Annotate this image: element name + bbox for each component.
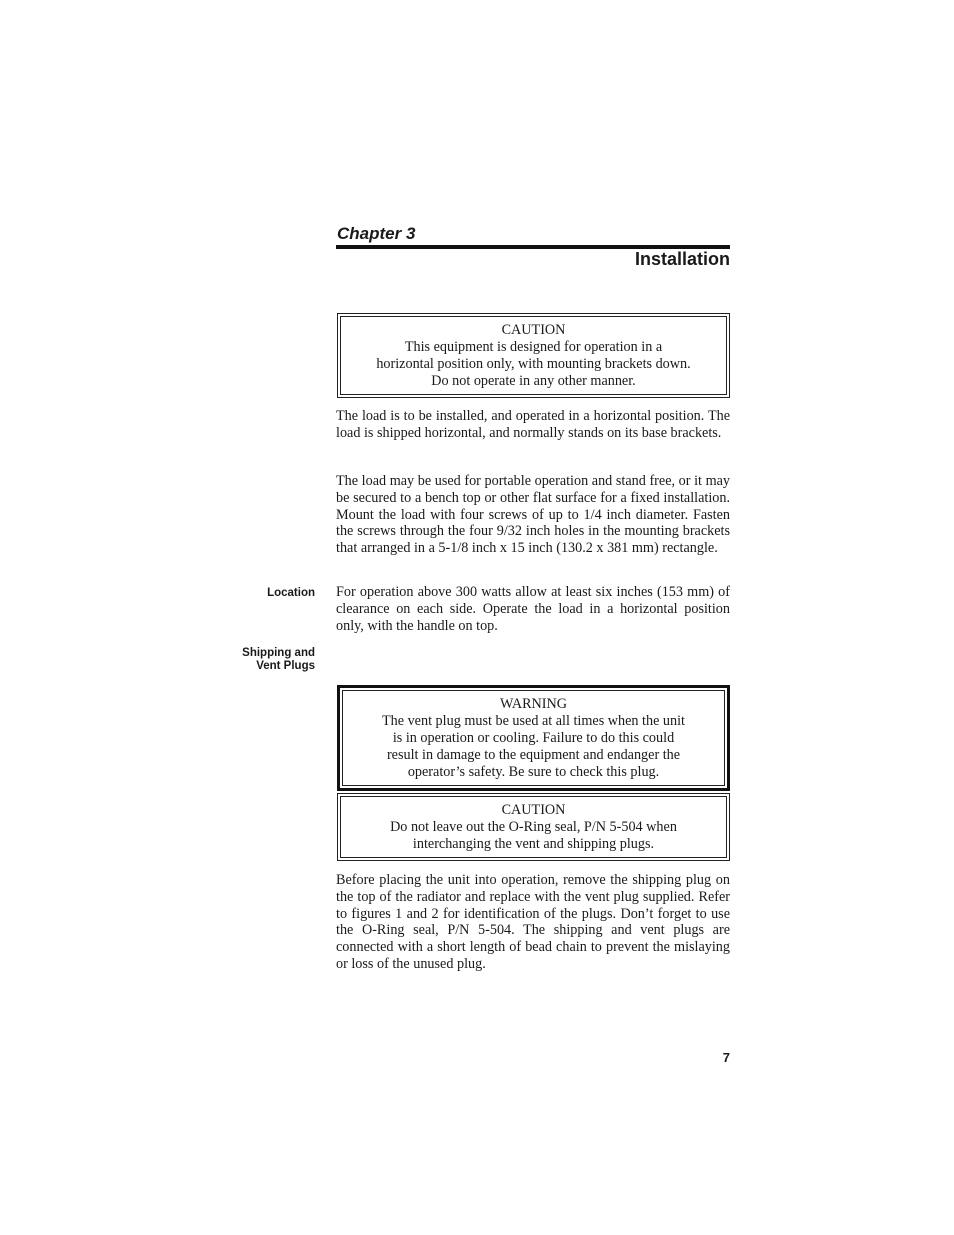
caution-line: This equipment is designed for operation in a	[404, 339, 663, 355]
warning-line: is in operation or cooling. Failure to do this could	[392, 730, 675, 746]
caution-line: interchanging the vent and shipping plugs.	[412, 836, 655, 852]
warning-line: operator’s safety. Be sure to check this plug.	[407, 764, 660, 780]
warning-box-vent-plug	[337, 685, 730, 791]
caution-line: horizontal position only, with mounting brackets down.	[376, 356, 691, 372]
warning-line: result in damage to the equipment and endanger the	[386, 747, 681, 763]
intro-paragraph: The load is to be installed, and operated in a horizontal position. The load is shipped horizontal, and normally stands on its base brackets.	[336, 408, 730, 441]
warning-line: The vent plug must be used at all times when the unit	[381, 713, 685, 729]
caution-heading: CAUTION	[501, 322, 566, 338]
caution-line: Do not operate in any other manner.	[431, 373, 636, 389]
side-heading-line: Vent Plugs	[256, 660, 315, 672]
caution-heading: CAUTION	[501, 802, 566, 818]
warning-heading: WARNING	[500, 696, 567, 712]
side-heading-location: Location	[267, 587, 315, 599]
caution-box-orientation	[337, 313, 730, 398]
side-heading-shipping	[200, 647, 315, 673]
mounting-paragraph: The load may be used for portable operation and stand free, or it may be secured to a bench top or other flat surface for a fixed installation. Mount the load with four screws of up to 1/4 inch diameter. Fasten the screws through the four 9/32 inch holes in the mounting brackets that arranged in a 5-1/8 inch x 15 inch (130.2 x 381 mm) rectangle.	[336, 473, 730, 557]
location-paragraph: For operation above 300 watts allow at least six inches (153 mm) of clearance on each side. Operate the load in a horizontal position only, with the handle on top.	[336, 584, 730, 634]
caution-line: Do not leave out the O-Ring seal, P/N 5-504 when	[390, 819, 677, 835]
caution-box-oring	[337, 793, 730, 861]
side-heading-line: Shipping and	[242, 647, 315, 659]
chapter-title: Installation	[634, 249, 730, 269]
shipping-paragraph: Before placing the unit into operation, remove the shipping plug on the top of the radiator and replace with the vent plug supplied. Refer to figures 1 and 2 for identification of the plugs. Don’t forget to use the O-Ring seal, P/N 5-504. The shipping and vent plugs are connected with a short length of bead chain to prevent the mislaying or loss of the unused plug.	[336, 872, 730, 972]
chapter-label: Chapter 3	[337, 224, 416, 243]
page-number: 7	[722, 1050, 730, 1065]
